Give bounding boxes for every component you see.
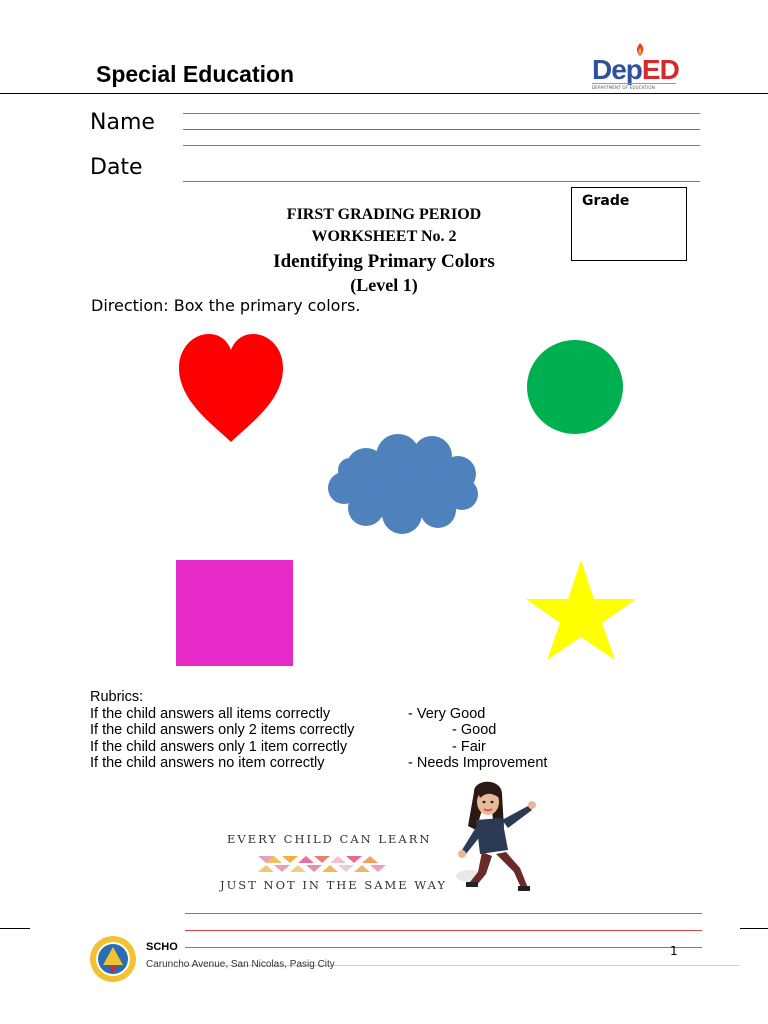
yellow-star-shape[interactable] [524,558,638,662]
rubric-condition: If the child answers only 1 item correctly [90,738,348,755]
green-circle-shape[interactable] [524,337,626,437]
school-name: SCHO [146,941,178,953]
grading-period-title: FIRST GRADING PERIOD [286,206,482,223]
page-number: 1 [670,944,678,958]
banner-line-2: JUST NOT IN THE SAME WAY [220,878,448,892]
rubric-condition: If the child answers all items correctly [90,705,331,722]
rubric-rating: - Very Good [408,705,486,722]
rubric-row [90,755,548,772]
grade-label: Grade [582,193,630,209]
rubric-rating: - Needs Improvement [408,755,548,771]
footer-rule-left [0,928,30,929]
worksheet-number: WORKSHEET No. 2 [311,228,457,245]
rubric-condition: If the child answers only 2 items correctly [90,722,355,738]
triangle-pattern-decoration [258,854,390,874]
rubrics-title: Rubrics: [90,689,144,705]
blue-cloud-shape[interactable] [322,430,482,535]
rubric-rating: - Fair [452,738,486,755]
name-line-top [183,113,700,114]
teacher-avatar-illustration [452,780,552,895]
logo-text-ed: ED [641,54,679,85]
date-line[interactable] [183,181,700,182]
document-title: Special Education [96,61,295,87]
worksheet-topic: Identifying Primary Colors [273,251,495,272]
footer-rule-right [740,928,768,929]
rubric-row [90,705,486,723]
rubric-rating: - Good [452,722,497,738]
logo-subtext: DEPARTMENT OF EDUCATION [592,83,676,90]
red-heart-shape[interactable] [175,330,287,445]
date-label: Date [90,155,143,180]
name-line-bottom[interactable] [183,145,700,146]
grade-box[interactable] [571,187,687,261]
banner-line-1: EVERY CHILD CAN LEARN [227,832,432,846]
school-address: Caruncho Avenue, San Nicolas, Pasig City [146,959,335,970]
footer-line-mid [185,930,702,931]
name-line-mid [183,129,700,130]
header-rule [0,93,768,94]
footer-line-top [185,913,702,914]
footer-line-bottom [185,947,702,948]
rubric-row [90,738,486,756]
deped-logo [590,44,690,92]
rubric-row [90,722,497,739]
logo-text-dep: Dep [592,54,642,85]
rubric-condition: If the child answers no item correctly [90,755,325,771]
direction-text: Direction: Box the primary colors. [91,296,361,315]
school-seal-icon [89,935,137,983]
magenta-square-shape[interactable] [175,559,294,667]
worksheet-level: (Level 1) [350,275,418,295]
rubrics-section [90,689,548,772]
name-label: Name [90,110,155,135]
